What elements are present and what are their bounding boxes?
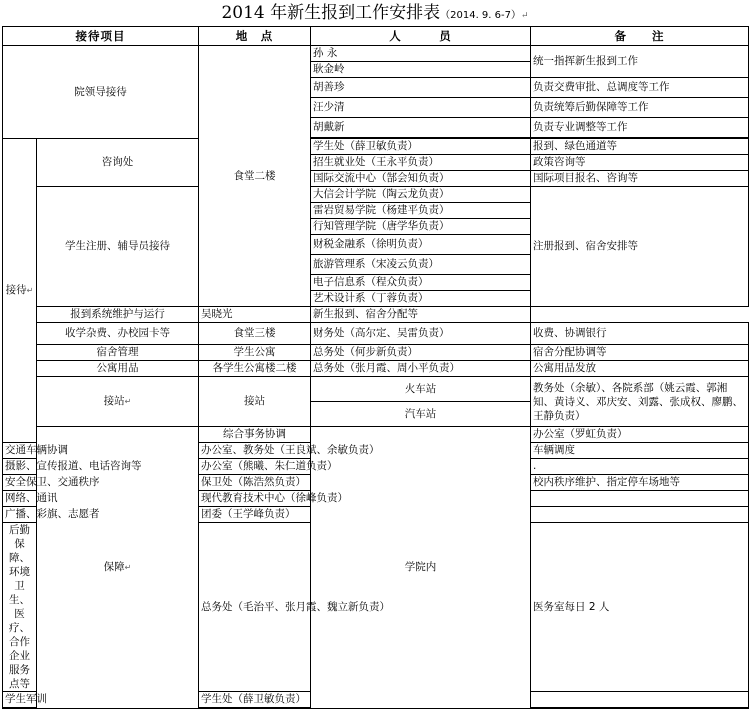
project-cell: 摄影、宣传报道、电话咨询等 xyxy=(3,459,37,475)
person-cell: 财务处（高尔定、吴雷负责） xyxy=(311,323,531,345)
note-cell xyxy=(531,507,749,523)
table-row xyxy=(3,361,749,377)
note-cell: 国际项目报名、咨询等 xyxy=(531,171,749,187)
table-row xyxy=(3,139,749,155)
person-cell: 保卫处（陈浩然负责） xyxy=(199,475,311,491)
project-cell: 接站 xyxy=(199,377,311,427)
project-cell: 学生军训 xyxy=(3,692,37,708)
note-cell: 统一指挥新生报到工作 xyxy=(531,46,749,78)
project-cell: 安全保卫、交通秩序 xyxy=(3,475,37,491)
table-row xyxy=(3,427,749,443)
project-cell: 院领导接待 xyxy=(3,46,199,139)
group-label: 保障 xyxy=(103,561,125,573)
title-date: （2014. 9. 6-7） xyxy=(440,10,521,21)
project-cell: 交通车辆协调 xyxy=(3,443,37,459)
project-cell: 广播、彩旗、志愿者 xyxy=(3,507,37,523)
header-row xyxy=(3,27,749,46)
table-row xyxy=(3,323,749,345)
project-cell: 后勤保障、环境卫生、医疗、合作企业服务点等 xyxy=(3,523,37,692)
person-cell: 招生就业处（王永平负责） xyxy=(311,155,531,171)
project-cell: 网络、通讯 xyxy=(3,491,37,507)
location-cell: 学院内 xyxy=(311,427,531,709)
person-cell: 总务处（何步新负责） xyxy=(311,345,531,361)
table-row xyxy=(3,377,749,402)
person-cell: 财税金融系（徐明负责） xyxy=(311,235,531,255)
note-cell: 政策咨询等 xyxy=(531,155,749,171)
note-cell: 收费、协调银行 xyxy=(531,323,749,345)
table-row xyxy=(3,46,749,62)
note-cell xyxy=(531,692,749,708)
header-notes: 备 注 xyxy=(531,27,749,46)
return-mark: ↵ xyxy=(124,563,132,572)
group-label: 接站 xyxy=(103,395,125,407)
return-mark: ↵ xyxy=(26,286,34,295)
location-cell: 汽车站 xyxy=(311,402,531,427)
person-cell: 吴晓光 xyxy=(199,307,311,323)
document-title xyxy=(0,0,750,26)
note-cell: 宿舍分配协调等 xyxy=(531,345,749,361)
note-cell: 负责交费审批、总调度等工作 xyxy=(531,78,749,98)
note-cell: 医务室每日 2 人 xyxy=(531,523,749,692)
person-cell: 耿金岭 xyxy=(311,62,531,78)
note-cell: 负责统筹后勤保障等工作 xyxy=(531,98,749,118)
table-row xyxy=(3,187,749,203)
person-cell: 孙 永 xyxy=(311,46,531,62)
person-cell: 办公室、教务处（王良斌、余敏负责） xyxy=(199,443,311,459)
person-cell: 总务处（张月霞、周小平负责） xyxy=(311,361,531,377)
person-cell: 电子信息系（程众负责） xyxy=(311,275,531,291)
project-cell: 宿舍管理 xyxy=(37,345,199,361)
table-row xyxy=(3,307,749,323)
person-cell: 办公室（熊曦、朱仁道负责） xyxy=(199,459,311,475)
location-cell: 食堂二楼 xyxy=(199,46,311,307)
location-cell: 食堂三楼 xyxy=(199,323,311,345)
group-cell-station xyxy=(37,377,199,427)
person-cell: 教务处（余敏）、各院系部（姚云霞、郭湘知、黄诗义、邓庆安、刘露、张成权、廖鹏、王静负责） xyxy=(531,377,749,427)
person-cell: 雷岩贸易学院（杨建平负责） xyxy=(311,203,531,219)
note-cell: 负责专业调整等工作 xyxy=(531,118,749,138)
note-cell: 新生报到、宿舍分配等 xyxy=(311,307,531,323)
location-cell: 学生公寓 xyxy=(199,345,311,361)
person-cell: 学生处（薛卫敏负责） xyxy=(199,692,311,708)
header-project: 接待项目 xyxy=(3,27,199,46)
project-cell: 报到系统维护与运行 xyxy=(37,307,199,323)
person-cell: 办公室（罗虹负责） xyxy=(531,427,749,443)
title-main: 2014 年新生报到工作安排表 xyxy=(221,3,441,23)
header-people: 人 员 xyxy=(311,27,531,46)
return-mark: ↵ xyxy=(520,11,529,21)
note-cell: 注册报到、宿舍安排等 xyxy=(531,187,749,307)
note-cell: . xyxy=(531,459,749,475)
project-cell: 收学杂费、办校园卡等 xyxy=(37,323,199,345)
person-cell: 国际交流中心（郜会知负责） xyxy=(311,171,531,187)
note-cell: 校内秩序维护、指定停车场地等 xyxy=(531,475,749,491)
header-location: 地 点 xyxy=(199,27,311,46)
person-cell: 现代教育技术中心（徐峰负责） xyxy=(199,491,311,507)
project-cell: 综合事务协调 xyxy=(199,427,311,443)
person-cell: 胡戴新 xyxy=(311,118,531,138)
group-cell-reception xyxy=(3,139,37,443)
note-cell: 报到、绿色通道等 xyxy=(531,139,749,155)
person-cell: 学生处（薛卫敏负责） xyxy=(311,139,531,155)
note-cell: 公寓用品发放 xyxy=(531,361,749,377)
person-cell: 旅游管理系（宋凌云负责） xyxy=(311,255,531,275)
person-cell: 行知管理学院（唐学华负责） xyxy=(311,219,531,235)
table-row xyxy=(3,345,749,361)
project-cell: 咨询处 xyxy=(37,139,199,187)
person-cell: 总务处（毛治平、张月霞、魏立新负责） xyxy=(199,523,311,692)
person-cell: 汪少清 xyxy=(311,98,531,118)
schedule-table xyxy=(2,26,749,709)
project-cell: 学生注册、辅导员接待 xyxy=(37,187,199,307)
return-mark: ↵ xyxy=(124,397,132,406)
note-cell: 车辆调度 xyxy=(531,443,749,459)
person-cell: 团委（王学峰负责） xyxy=(199,507,311,523)
location-cell: 火车站 xyxy=(311,377,531,402)
group-label: 接待 xyxy=(5,284,27,296)
note-cell xyxy=(531,491,749,507)
person-cell: 大信会计学院（陶云龙负责） xyxy=(311,187,531,203)
project-cell: 公寓用品 xyxy=(37,361,199,377)
person-cell: 艺术设计系（丁蓉负责） xyxy=(311,291,531,307)
location-cell: 各学生公寓楼二楼 xyxy=(199,361,311,377)
person-cell: 胡善珍 xyxy=(311,78,531,98)
